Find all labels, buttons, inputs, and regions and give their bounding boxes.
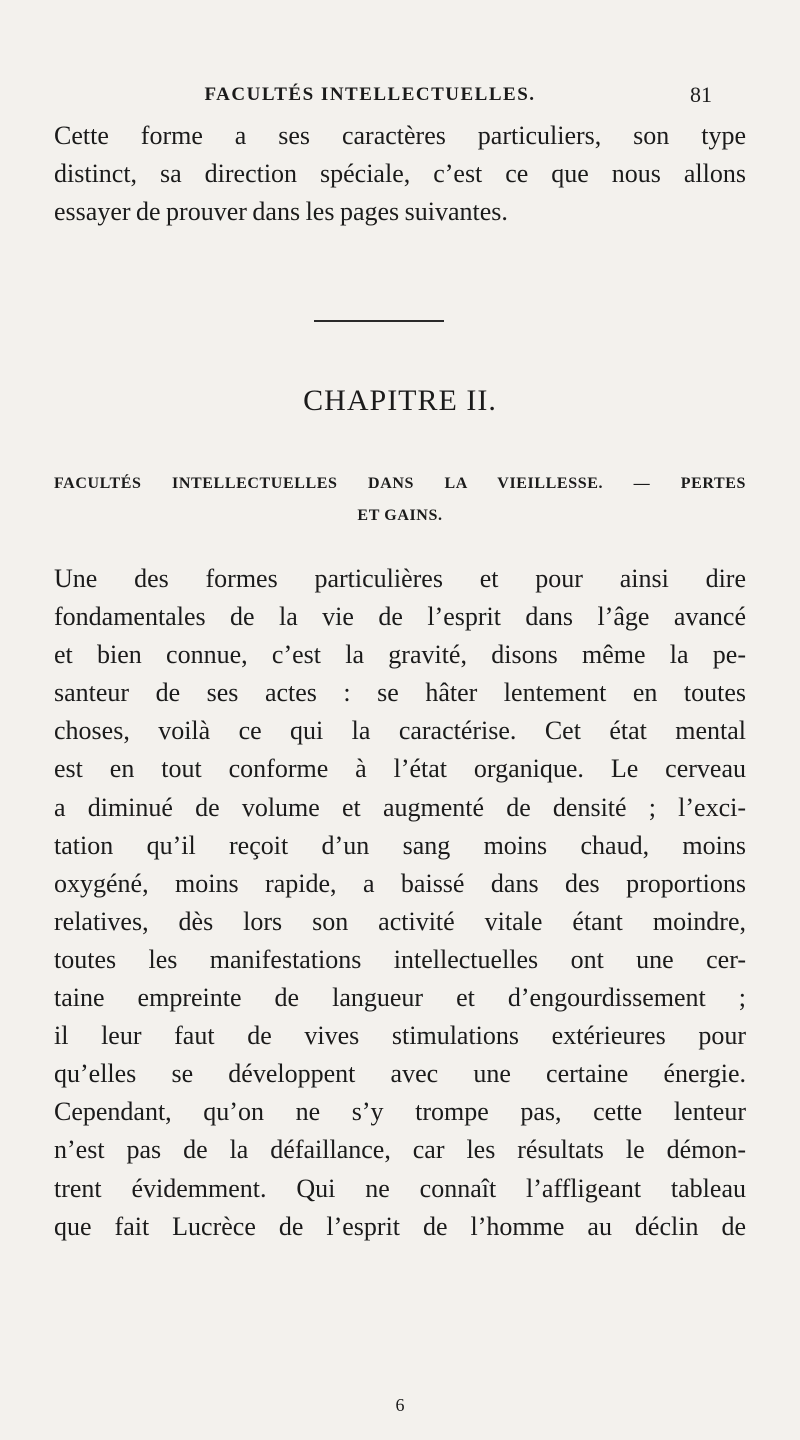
text-line: est en tout conforme à l’état organique. Le cerveau [54, 754, 746, 784]
text-line: que fait Lucrèce de l’esprit de l’homme au déclin de [54, 1211, 746, 1241]
text-line: trent évidemment. Qui ne connaît l’affligeant tableau [54, 1173, 746, 1203]
text-line: Cependant, qu’on ne s’y trompe pas, cette lenteur [54, 1097, 746, 1127]
section-divider [314, 320, 444, 322]
subtitle-line: FACULTÉS INTELLECTUELLES DANS LA VIEILLESSE. — PERTES [54, 475, 746, 492]
running-head: FACULTÉS INTELLECTUELLES. [204, 84, 536, 105]
intro-paragraph [54, 117, 746, 231]
text-line: fondamentales de la vie de l’esprit dans l’âge avancé [54, 602, 746, 632]
text-line: a diminué de volume et augmenté de densité ; l’exci- [54, 792, 746, 822]
text-line: oxygéné, moins rapide, a baissé dans des proportions [54, 868, 746, 898]
subtitle-line: ET GAINS. [357, 507, 443, 524]
text-line: qu’elles se développent avec une certaine énergie. [54, 1059, 746, 1089]
text-line: choses, voilà ce qui la caractérise. Cet état mental [54, 716, 746, 746]
body-paragraph [54, 560, 746, 1246]
signature-mark: 6 [395, 1395, 405, 1415]
text-line: relatives, dès lors son activité vitale étant moindre, [54, 906, 746, 936]
chapter-subtitle [54, 468, 746, 532]
text-line: distinct, sa direction spéciale, c’est ce que nous allons [54, 159, 746, 189]
text-line: n’est pas de la défaillance, car les résultats le démon- [54, 1135, 746, 1165]
text-line: taine empreinte de langueur et d’engourdissement ; [54, 983, 746, 1013]
text-line: santeur de ses actes : se hâter lentement en toutes [54, 678, 746, 708]
text-line: il leur faut de vives stimulations extérieures pour [54, 1021, 746, 1051]
chapter-title: CHAPITRE II. [303, 384, 497, 417]
text-line: tation qu’il reçoit d’un sang moins chaud, moins [54, 830, 746, 860]
text-line: toutes les manifestations intellectuelles ont une cer- [54, 944, 746, 974]
text-line: Une des formes particulières et pour ainsi dire [54, 564, 746, 593]
page-number: 81 [690, 82, 712, 107]
text-line: et bien connue, c’est la gravité, disons même la pe- [54, 640, 746, 670]
text-line: Cette forme a ses caractères particuliers, son type [54, 121, 746, 150]
text-line: essayer de prouver dans les pages suivantes. [54, 197, 508, 227]
